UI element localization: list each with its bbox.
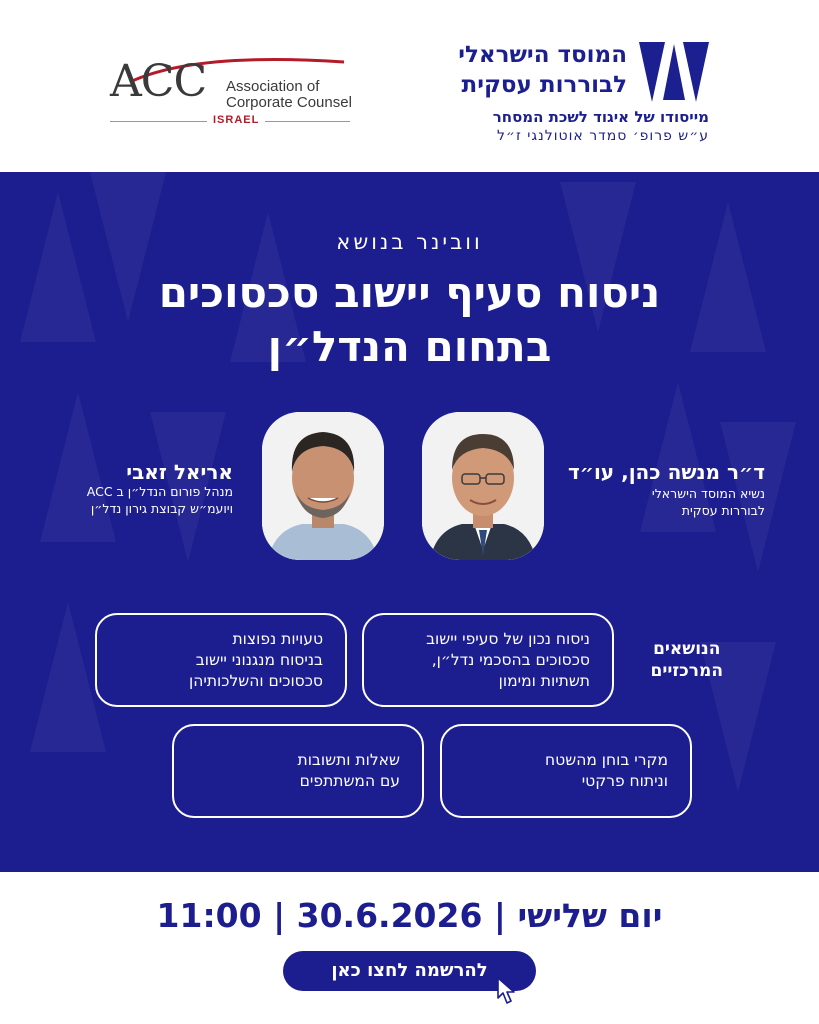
person-portrait-icon bbox=[262, 412, 384, 560]
background-triangle bbox=[40, 392, 116, 542]
acc-name-line2: Corporate Counsel bbox=[226, 94, 352, 111]
topic-text-line: טעויות נפוצות bbox=[232, 630, 323, 648]
register-button[interactable]: להרשמה לחצו כאן bbox=[283, 951, 536, 991]
person-portrait-icon bbox=[422, 412, 544, 560]
topics-heading-line1: הנושאים bbox=[653, 639, 721, 659]
topic-text-line: מקרי בוחן מהשטח bbox=[545, 751, 668, 769]
speaker-role-ariel-line2: ויועמ״ש קבוצת גירון נדל״ן bbox=[90, 501, 233, 516]
speaker-role-menashe-line2: לבוררות עסקית bbox=[681, 503, 765, 518]
background-triangle bbox=[20, 192, 96, 342]
topic-card bbox=[440, 724, 692, 818]
topic-card bbox=[362, 613, 614, 707]
topics-heading bbox=[651, 638, 724, 682]
speaker-photo-menashe bbox=[422, 412, 544, 560]
main-panel bbox=[0, 172, 819, 872]
cursor-hand-icon bbox=[495, 976, 519, 1006]
acc-name-line1: Association of bbox=[226, 78, 320, 95]
topic-text-line: ניסוח נכון של סעיפי יישוב bbox=[426, 630, 590, 648]
imi-name-line2: לבוררות עסקית bbox=[461, 72, 627, 98]
topic-text-line: עם המשתתפים bbox=[299, 772, 400, 790]
topic-text-line: סכסוכים והשלכותיהן bbox=[189, 672, 323, 690]
acc-letters: ACC bbox=[110, 56, 207, 107]
topics-heading-line2: המרכזיים bbox=[650, 661, 723, 681]
speaker-photo-ariel bbox=[262, 412, 384, 560]
topic-card bbox=[172, 724, 424, 818]
speaker-name-menashe: ד״ר מנשה כהן, עו״ד bbox=[567, 460, 765, 484]
imi-subtitle-line2: ע״ש פרופ׳ סמדר אוטולנגי ז״ל bbox=[496, 128, 709, 144]
event-date-time: יום שלישי | 30.6.2026 | 11:00 bbox=[156, 896, 663, 935]
scales-triangle-icon bbox=[639, 40, 709, 104]
event-title-line2: בתחום הנדל״ן bbox=[267, 322, 552, 371]
acc-logo bbox=[110, 52, 355, 132]
topic-text-line: תשתיות ומימון bbox=[498, 672, 590, 690]
event-title-line1: ניסוח סעיף יישוב סכסוכים bbox=[158, 268, 661, 317]
topic-text-line: סכסוכים בהסכמי נדל״ן, bbox=[431, 651, 590, 669]
topic-text-line: בניסוח מנגנוני יישוב bbox=[195, 651, 323, 669]
imi-subtitle-line1: מייסודו של איגוד לשכת המסחר bbox=[492, 108, 709, 126]
webinar-kicker: וובינר בנושא bbox=[336, 230, 483, 254]
speaker-role-ariel-line1: מנהל פורום הנדל״ן ב ACC bbox=[86, 484, 233, 499]
topic-card bbox=[95, 613, 347, 707]
speaker-role-menashe-line1: נשיא המוסד הישראלי bbox=[651, 486, 765, 501]
topic-text-line: שאלות ותשובות bbox=[297, 751, 400, 769]
imi-logo bbox=[379, 40, 709, 150]
topic-text-line: וניתוח פרקטי bbox=[581, 772, 668, 790]
imi-name-line1: המוסד הישראלי bbox=[458, 42, 627, 68]
acc-country: ISRAEL bbox=[207, 114, 265, 126]
speaker-name-ariel: אריאל זאבי bbox=[126, 460, 233, 484]
header bbox=[0, 0, 819, 172]
